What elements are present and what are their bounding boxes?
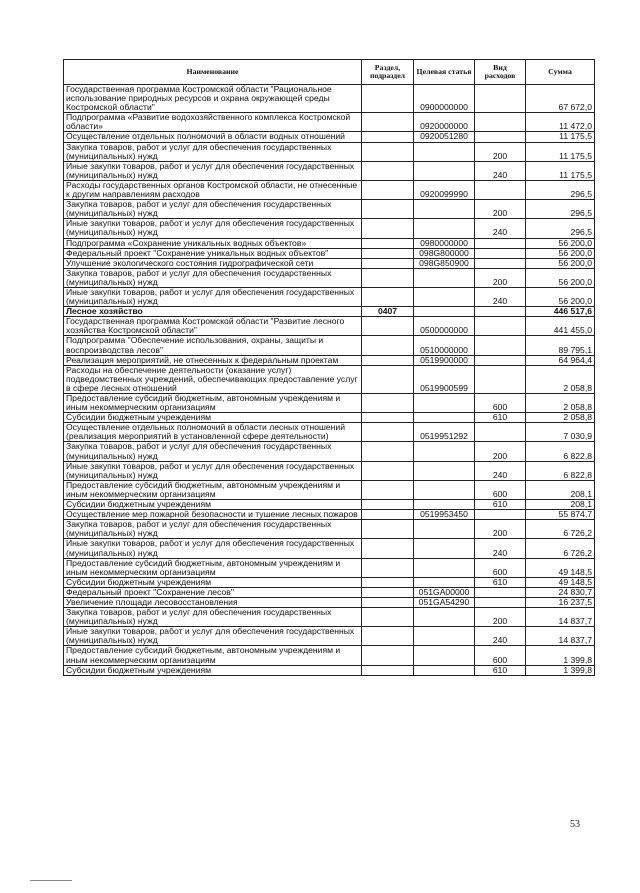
row-target: 051GA54290: [414, 597, 475, 607]
row-sum: 56 200,0: [526, 248, 595, 258]
row-target: 0900000000: [414, 85, 475, 113]
row-section: 0407: [362, 307, 414, 317]
row-name: Иные закупки товаров, работ и услуг для обеспечения государственных (муниципальных) нужд: [64, 287, 362, 306]
row-section: [362, 248, 414, 258]
row-sum: 56 200,0: [526, 238, 595, 248]
row-target: [414, 608, 475, 627]
row-section: [362, 510, 414, 520]
row-section: [362, 238, 414, 248]
row-target: [414, 161, 475, 180]
row-target: [414, 268, 475, 287]
row-name: Субсидии бюджетным учреждениям: [64, 500, 362, 510]
row-kind: 240: [475, 161, 526, 180]
row-sum: 55 874,7: [526, 510, 595, 520]
row-name: Федеральный проект "Сохранение лесов": [64, 587, 362, 597]
footer-rule: [30, 880, 72, 881]
table-row: [64, 200, 595, 219]
row-section: [362, 219, 414, 238]
row-target: [414, 461, 475, 480]
row-target: [414, 413, 475, 423]
table-row: [64, 317, 595, 336]
row-target: 0519900599: [414, 365, 475, 393]
table-row: [64, 113, 595, 132]
table-header: [64, 60, 595, 85]
row-kind: [475, 85, 526, 113]
row-target: [414, 520, 475, 539]
table-row: [64, 646, 595, 665]
row-kind: 240: [475, 219, 526, 238]
row-sum: 296,5: [526, 219, 595, 238]
row-target: 0500000000: [414, 317, 475, 336]
row-target: [414, 219, 475, 238]
table-row: [64, 597, 595, 607]
table-row: [64, 132, 595, 142]
row-section: [362, 646, 414, 665]
row-kind: [475, 597, 526, 607]
table-row: [64, 423, 595, 442]
table-row: [64, 558, 595, 577]
row-target: [414, 665, 475, 675]
row-name: Расходы государственных органов Костромской области, не отнесенные к другим направлениям расходов: [64, 180, 362, 199]
row-target: 0920051280: [414, 132, 475, 142]
table-row: [64, 539, 595, 558]
row-kind: [475, 248, 526, 258]
table-row: [64, 238, 595, 248]
table-row: [64, 268, 595, 287]
table-row: [64, 480, 595, 499]
row-target: [414, 539, 475, 558]
row-sum: 56 200,0: [526, 258, 595, 268]
row-name: Иные закупки товаров, работ и услуг для обеспечения государственных (муниципальных) нужд: [64, 627, 362, 646]
row-name: Улучшение экологического состояния гидрографической сети: [64, 258, 362, 268]
table-row: [64, 258, 595, 268]
row-sum: 14 837,7: [526, 627, 595, 646]
row-section: [362, 355, 414, 365]
row-kind: 200: [475, 608, 526, 627]
row-name: Иные закупки товаров, работ и услуг для обеспечения государственных (муниципальных) нужд: [64, 219, 362, 238]
table-row: [64, 142, 595, 161]
table-row: [64, 413, 595, 423]
row-kind: 610: [475, 500, 526, 510]
row-sum: 67 672,0: [526, 85, 595, 113]
row-name: Государственная программа Костромской области "Развитие лесного хозяйства Костромской области": [64, 317, 362, 336]
row-kind: 600: [475, 558, 526, 577]
row-name: Предоставление субсидий бюджетным, автономным учреждениям и иным некоммерческим организациям: [64, 558, 362, 577]
row-section: [362, 268, 414, 287]
row-sum: 49 148,5: [526, 558, 595, 577]
row-section: [362, 180, 414, 199]
row-kind: 200: [475, 200, 526, 219]
row-sum: 11 175,5: [526, 132, 595, 142]
row-name: Иные закупки товаров, работ и услуг для обеспечения государственных (муниципальных) нужд: [64, 161, 362, 180]
table-row: [64, 248, 595, 258]
budget-table-container: [63, 59, 594, 676]
table-row: [64, 307, 595, 317]
table-row: [64, 577, 595, 587]
row-name: Государственная программа Костромской области "Рациональное использование природных ресурсов и охрана окружающей среды Костромской области": [64, 85, 362, 113]
table-row: [64, 355, 595, 365]
row-kind: [475, 307, 526, 317]
row-kind: 610: [475, 577, 526, 587]
table-row: [64, 665, 595, 675]
row-sum: 89 795,1: [526, 336, 595, 355]
table-row: [64, 442, 595, 461]
row-sum: 16 237,5: [526, 597, 595, 607]
row-target: 0920099990: [414, 180, 475, 199]
row-target: 098G850900: [414, 258, 475, 268]
row-section: [362, 558, 414, 577]
row-kind: 610: [475, 665, 526, 675]
row-name: Осуществление мер пожарной безопасности и тушение лесных пожаров: [64, 510, 362, 520]
row-name: Увеличение площади лесовосстановления: [64, 597, 362, 607]
row-target: [414, 480, 475, 499]
row-kind: 240: [475, 287, 526, 306]
row-target: [414, 287, 475, 306]
row-section: [362, 85, 414, 113]
row-name: Субсидии бюджетным учреждениям: [64, 665, 362, 675]
header-sum: Сумма: [526, 60, 595, 85]
row-kind: [475, 423, 526, 442]
row-section: [362, 500, 414, 510]
table-row: [64, 161, 595, 180]
row-section: [362, 520, 414, 539]
row-kind: 240: [475, 627, 526, 646]
row-section: [362, 480, 414, 499]
budget-table: [63, 59, 595, 676]
row-section: [362, 161, 414, 180]
table-row: [64, 180, 595, 199]
row-name: Закупка товаров, работ и услуг для обеспечения государственных (муниципальных) нужд: [64, 200, 362, 219]
row-section: [362, 608, 414, 627]
row-name: Закупка товаров, работ и услуг для обеспечения государственных (муниципальных) нужд: [64, 442, 362, 461]
row-name: Федеральный проект "Сохранение уникальных водных объектов": [64, 248, 362, 258]
table-row: [64, 520, 595, 539]
row-target: 0519900000: [414, 355, 475, 365]
row-kind: 240: [475, 461, 526, 480]
row-name: Субсидии бюджетным учреждениям: [64, 577, 362, 587]
row-sum: 208,1: [526, 480, 595, 499]
header-kind: Вид расходов: [475, 60, 526, 85]
row-kind: [475, 365, 526, 393]
row-kind: 600: [475, 480, 526, 499]
header-target: Целевая статья: [414, 60, 475, 85]
row-sum: 6 726,2: [526, 539, 595, 558]
row-sum: 6 726,2: [526, 520, 595, 539]
row-section: [362, 200, 414, 219]
row-section: [362, 413, 414, 423]
row-name: Закупка товаров, работ и услуг для обеспечения государственных (муниципальных) нужд: [64, 608, 362, 627]
row-name: Закупка товаров, работ и услуг для обеспечения государственных (муниципальных) нужд: [64, 142, 362, 161]
table-row: [64, 85, 595, 113]
row-section: [362, 317, 414, 336]
table-row: [64, 587, 595, 597]
row-target: 0510000000: [414, 336, 475, 355]
row-section: [362, 577, 414, 587]
row-sum: 11 175,5: [526, 161, 595, 180]
row-sum: 1 399,8: [526, 665, 595, 675]
row-section: [362, 597, 414, 607]
header-name: Наименование: [64, 60, 362, 85]
row-section: [362, 461, 414, 480]
row-target: [414, 307, 475, 317]
row-target: [414, 577, 475, 587]
row-kind: 200: [475, 142, 526, 161]
row-name: Иные закупки товаров, работ и услуг для обеспечения государственных (муниципальных) нужд: [64, 539, 362, 558]
page-number: 53: [570, 819, 580, 830]
row-kind: [475, 132, 526, 142]
row-kind: [475, 336, 526, 355]
row-sum: 1 399,8: [526, 646, 595, 665]
row-sum: 446 517,6: [526, 307, 595, 317]
table-row: [64, 287, 595, 306]
row-target: 098G800000: [414, 248, 475, 258]
row-sum: 49 148,5: [526, 577, 595, 587]
row-section: [362, 336, 414, 355]
row-name: Предоставление субсидий бюджетным, автономным учреждениям и иным некоммерческим организациям: [64, 646, 362, 665]
row-kind: [475, 258, 526, 268]
row-name: Предоставление субсидий бюджетным, автономным учреждениям и иным некоммерческим организациям: [64, 394, 362, 413]
row-kind: [475, 355, 526, 365]
row-kind: 240: [475, 539, 526, 558]
row-section: [362, 627, 414, 646]
row-target: [414, 394, 475, 413]
row-section: [362, 258, 414, 268]
row-name: Подпрограмма "Обеспечение использования, охраны, защиты и воспроизводства лесов": [64, 336, 362, 355]
row-sum: 64 964,4: [526, 355, 595, 365]
row-sum: 24 830,7: [526, 587, 595, 597]
row-kind: [475, 317, 526, 336]
row-target: [414, 200, 475, 219]
row-section: [362, 442, 414, 461]
row-target: 0519953450: [414, 510, 475, 520]
table-row: [64, 461, 595, 480]
row-target: 051GA00000: [414, 587, 475, 597]
row-target: [414, 558, 475, 577]
row-kind: [475, 510, 526, 520]
row-kind: 600: [475, 646, 526, 665]
row-name: Субсидии бюджетным учреждениям: [64, 413, 362, 423]
row-kind: 600: [475, 394, 526, 413]
row-sum: 441 455,0: [526, 317, 595, 336]
row-section: [362, 142, 414, 161]
row-name: Закупка товаров, работ и услуг для обеспечения государственных (муниципальных) нужд: [64, 268, 362, 287]
row-section: [362, 423, 414, 442]
row-sum: 6 822,8: [526, 461, 595, 480]
row-kind: 610: [475, 413, 526, 423]
table-row: [64, 336, 595, 355]
row-sum: 7 030,9: [526, 423, 595, 442]
row-kind: 200: [475, 520, 526, 539]
row-sum: 2 058,8: [526, 365, 595, 393]
row-section: [362, 539, 414, 558]
row-kind: [475, 113, 526, 132]
row-sum: 56 200,0: [526, 268, 595, 287]
row-target: [414, 646, 475, 665]
row-sum: 6 822,8: [526, 442, 595, 461]
row-kind: 200: [475, 442, 526, 461]
row-sum: 2 058,8: [526, 394, 595, 413]
row-sum: 14 837,7: [526, 608, 595, 627]
row-section: [362, 365, 414, 393]
row-target: 0980000000: [414, 238, 475, 248]
row-section: [362, 132, 414, 142]
table-row: [64, 365, 595, 393]
row-name: Осуществление отдельных полномочий в области лесных отношений (реализация мероприятий в установленной сфере деятельности): [64, 423, 362, 442]
row-name: Подпрограмма «Сохранение уникальных водных объектов»: [64, 238, 362, 248]
row-sum: 11 175,5: [526, 142, 595, 161]
row-section: [362, 394, 414, 413]
row-target: [414, 442, 475, 461]
table-row: [64, 510, 595, 520]
row-section: [362, 287, 414, 306]
row-name: Реализация мероприятий, не отнесенных к федеральным проектам: [64, 355, 362, 365]
row-target: 0519951292: [414, 423, 475, 442]
row-name: Осуществление отдельных полномочий в области водных отношений: [64, 132, 362, 142]
row-name: Закупка товаров, работ и услуг для обеспечения государственных (муниципальных) нужд: [64, 520, 362, 539]
table-row: [64, 500, 595, 510]
table-row: [64, 627, 595, 646]
row-sum: 2 058,8: [526, 413, 595, 423]
row-name: Иные закупки товаров, работ и услуг для обеспечения государственных (муниципальных) нужд: [64, 461, 362, 480]
row-target: [414, 627, 475, 646]
row-name: Предоставление субсидий бюджетным, автономным учреждениям и иным некоммерческим организациям: [64, 480, 362, 499]
row-kind: [475, 180, 526, 199]
row-sum: 296,5: [526, 180, 595, 199]
row-kind: [475, 587, 526, 597]
row-sum: 11 472,0: [526, 113, 595, 132]
row-name: Лесное хозяйство: [64, 307, 362, 317]
row-section: [362, 113, 414, 132]
row-name: Подпрограмма «Развитие водохозяйственного комплекса Костромской области»: [64, 113, 362, 132]
header-section: Раздел, подраздел: [362, 60, 414, 85]
row-target: 0920000000: [414, 113, 475, 132]
row-section: [362, 665, 414, 675]
row-target: [414, 500, 475, 510]
row-sum: 296,5: [526, 200, 595, 219]
row-sum: 208,1: [526, 500, 595, 510]
row-target: [414, 142, 475, 161]
row-kind: 200: [475, 268, 526, 287]
table-body: [64, 85, 595, 676]
row-name: Расходы на обеспечение деятельности (оказание услуг) подведомственных учреждений, обеспечивающих предоставление услуг в сфере лесных отношений: [64, 365, 362, 393]
table-row: [64, 219, 595, 238]
row-kind: [475, 238, 526, 248]
row-section: [362, 587, 414, 597]
table-row: [64, 608, 595, 627]
table-row: [64, 394, 595, 413]
row-sum: 56 200,0: [526, 287, 595, 306]
